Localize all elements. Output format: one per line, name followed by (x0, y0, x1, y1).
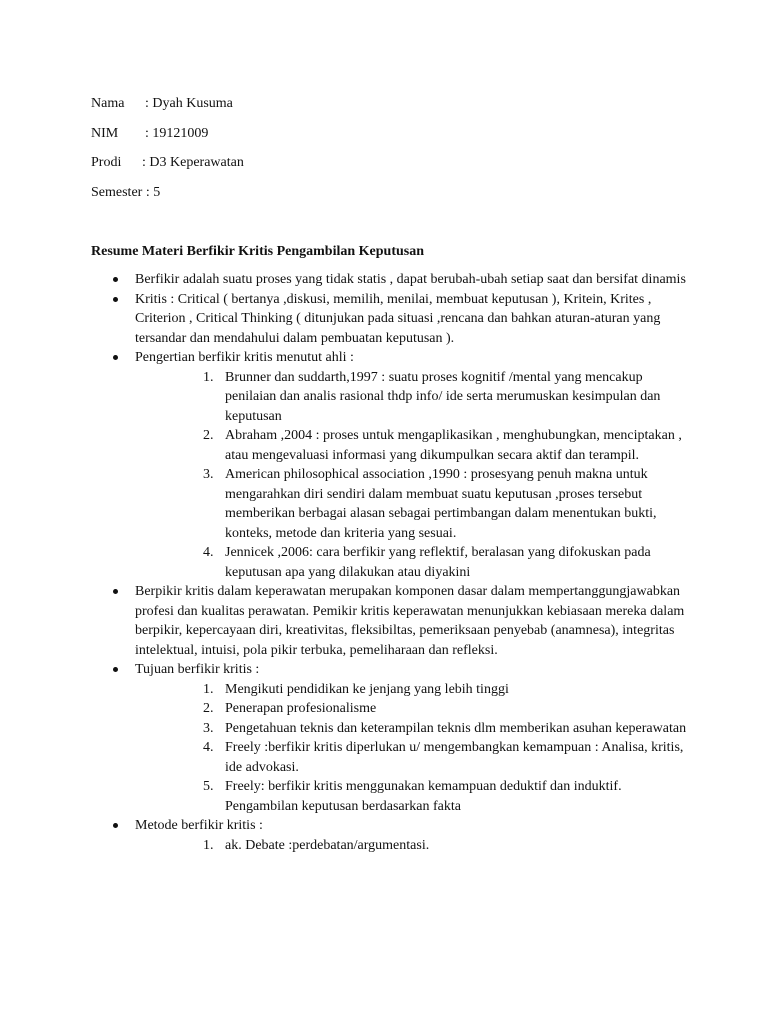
bullet-text: Berfikir adalah suatu proses yang tidak statis , dapat berubah-ubah setiap saat dan bersifat dinamis (135, 272, 686, 287)
bullet-dot-icon (113, 667, 118, 672)
semester-row (91, 183, 244, 213)
numbered-item-text: Mengikuti pendidikan ke jenjang yang lebih tinggi (225, 681, 509, 697)
item-number: 1. (203, 837, 214, 853)
numbered-item-text: Penerapan profesionalisme (225, 701, 377, 716)
item-number: 1. (203, 681, 214, 697)
numbered-item-text: Freely :berfikir kritis diperlukan u/ mengembangkan kemampuan : Analisa, kritis, ide advokasi. (225, 740, 684, 775)
prodi-label: Prodi (91, 155, 122, 170)
bullet-item (91, 816, 691, 855)
numbered-item (135, 738, 691, 777)
numbered-item (135, 368, 691, 427)
numbered-item (135, 680, 691, 700)
numbered-item (135, 719, 691, 739)
bullet-dot-icon (113, 823, 118, 828)
semester-text: Semester : 5 (91, 184, 161, 200)
bullet-text: Tujuan berfikir kritis : (135, 662, 260, 677)
item-number: 4. (203, 740, 214, 755)
numbered-item (135, 465, 691, 543)
nim-row (91, 124, 244, 154)
student-info (91, 94, 244, 212)
bullet-item (91, 660, 691, 816)
numbered-item-text: American philosophical association ,1990 : prosesyang penuh makna untuk mengarahkan diri sendiri dalam membuat suatu keputusan ,proses tersebut memberikan berbagai alasan sebagai pertimbangan dalam menentukan bukti, konteks, metode dan kriteria yang sesuai. (225, 467, 657, 541)
document-title: Resume Materi Berfikir Kritis Pengambilan Keputusan (91, 244, 424, 259)
bullet-item (91, 270, 691, 290)
item-number: 2. (203, 701, 214, 716)
numbered-item (135, 543, 691, 582)
numbered-item-text: Jennicek ,2006: cara berfikir yang reflektif, beralasan yang difokuskan pada keputusan apa yang dilakukan atau diyakini (225, 545, 651, 580)
bullet-item (91, 582, 691, 660)
numbered-item-text: Pengetahuan teknis dan keterampilan teknis dlm memberikan asuhan keperawatan (225, 720, 687, 736)
numbered-item-text: ak. Debate :perdebatan/argumentasi. (225, 837, 430, 853)
prodi-row (91, 153, 244, 183)
numbered-item-text: Brunner dan suddarth,1997 : suatu proses kognitif /mental yang mencakup penilaian dan analis rasional thdp info/ ide serta merumuskan kesimpulan dan keputusan (225, 369, 661, 424)
item-number: 5. (203, 779, 214, 794)
nim-label: NIM (91, 125, 119, 141)
bullet-dot-icon (113, 589, 118, 594)
numbered-item (135, 699, 691, 719)
numbered-item (135, 836, 691, 856)
bullet-dot-icon (113, 297, 118, 302)
bullet-dot-icon (113, 355, 118, 360)
item-number: 3. (203, 467, 214, 482)
document-body (91, 270, 691, 855)
numbered-list (135, 836, 691, 856)
bullet-text: Berpikir kritis dalam keperawatan merupakan komponen dasar dalam mempertanggungjawabkan profesi dan kualitas perawatan. Pemikir kritis keperawatan menunjukkan kebiasaan mereka dalam berpikir, kepercayaan diri, kreativitas, fleksibiltas, pemeriksaan penyebab (anamnesa), integritas intelektual, intuisi, pola pikir terbuka, pemeliharaan dan refleksi. (135, 584, 685, 658)
bullet-list (91, 270, 691, 855)
item-number: 1. (203, 369, 214, 385)
bullet-item (91, 290, 691, 349)
nama-row (91, 94, 244, 124)
bullet-text: Kritis : Critical ( bertanya ,diskusi, memilih, menilai, membuat keputusan ), Kritein, Krites , Criterion , Critical Thinking ( ditunjukan pada situasi ,rencana dan bahkan aturan-aturan yang tersandar dan mendahului dalam pembuatan keputusan ). (135, 291, 661, 346)
numbered-item (135, 426, 691, 465)
item-number: 2. (203, 428, 214, 443)
bullet-dot-icon (113, 277, 118, 282)
item-number: 4. (203, 545, 214, 560)
numbered-list (135, 368, 691, 583)
numbered-list (135, 680, 691, 817)
numbered-item (135, 777, 691, 816)
numbered-item-text: Freely: berfikir kritis menggunakan kemampuan deduktif dan induktif. Pengambilan keputusan berdasarkan fakta (225, 779, 622, 814)
nama-value: : Dyah Kusuma (145, 96, 233, 111)
prodi-value: : D3 Keperawatan (142, 155, 244, 170)
bullet-text: Pengertian berfikir kritis menutut ahli : (135, 350, 354, 365)
nama-label: Nama (91, 96, 125, 111)
bullet-item (91, 348, 691, 582)
item-number: 3. (203, 720, 214, 736)
bullet-text: Metode berfikir kritis : (135, 818, 263, 833)
numbered-item-text: Abraham ,2004 : proses untuk mengaplikasikan , menghubungkan, menciptakan , atau mengevaluasi informasi yang dikumpulkan secara aktif dan terampil. (225, 428, 682, 463)
nim-value: : 19121009 (145, 125, 209, 141)
